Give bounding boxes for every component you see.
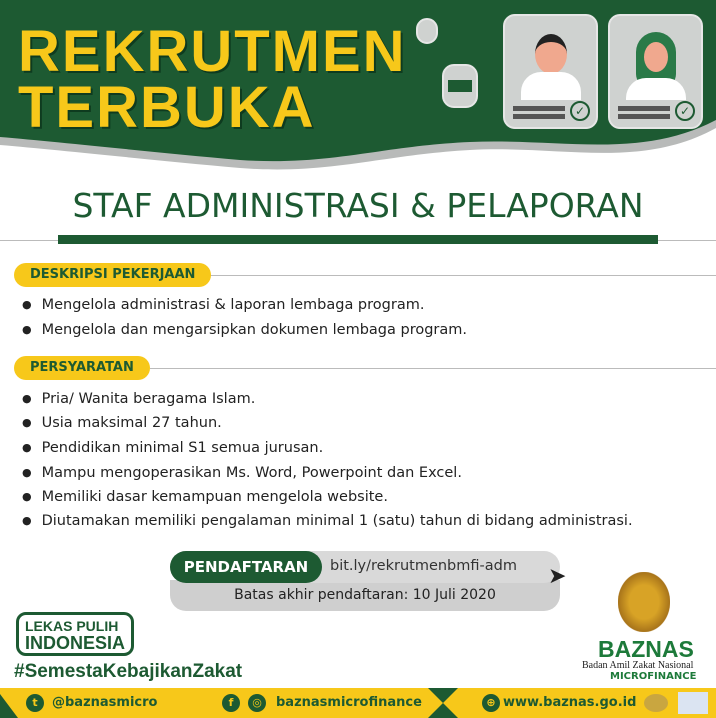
globe-icon[interactable]: ⊕ — [482, 694, 500, 712]
list-item: ● Mengelola administrasi & laporan lembaga program. — [22, 297, 424, 313]
list-item: ● Memiliki dasar kemampuan mengelola website. — [22, 489, 388, 505]
twitter-handle[interactable]: @baznasmicro — [52, 695, 158, 710]
registration-link[interactable]: bit.ly/rekrutmenbmfi-adm — [330, 558, 517, 574]
lekas-pulih-logo: LEKAS PULIH INDONESIA — [16, 612, 134, 656]
cursor-icon: ➤ — [548, 564, 567, 589]
title-line-1: REKRUTMEN — [18, 19, 407, 84]
small-id-card-icon — [442, 64, 478, 108]
section-label-requirements: PERSYARATAN — [14, 356, 150, 380]
deadline-text: Batas akhir pendaftaran: 10 Juli 2020 — [170, 580, 560, 611]
brand-division: MICROFINANCE — [610, 671, 697, 682]
registration-label: PENDAFTARAN — [170, 551, 322, 583]
female-candidate-card-icon: ✓ — [608, 14, 703, 129]
small-id-card-icon — [416, 18, 438, 44]
list-item: ● Usia maksimal 27 tahun. — [22, 415, 222, 431]
title-underline — [58, 235, 658, 244]
divider — [150, 368, 716, 369]
instagram-icon[interactable]: ◎ — [248, 694, 266, 712]
garuda-emblem-icon — [618, 572, 670, 632]
male-candidate-card-icon: ✓ — [503, 14, 598, 129]
certification-badge-icon — [644, 694, 668, 712]
job-title: STAF ADMINISTRASI & PELAPORAN — [72, 186, 644, 225]
facebook-icon[interactable]: f — [222, 694, 240, 712]
brand-subtitle: Badan Amil Zakat Nasional — [582, 660, 694, 671]
list-item: ● Pendidikan minimal S1 semua jurusan. — [22, 440, 323, 456]
twitter-icon[interactable]: t — [26, 694, 44, 712]
section-label-description: DESKRIPSI PEKERJAAN — [14, 263, 211, 287]
list-item: ● Mampu mengoperasikan Ms. Word, Powerpoint dan Excel. — [22, 465, 462, 481]
divider — [200, 275, 716, 276]
social-handle[interactable]: baznasmicrofinance — [276, 695, 422, 710]
website-link[interactable]: www.baznas.go.id — [503, 695, 637, 710]
brand-name: BAZNAS — [598, 636, 694, 662]
title-line-2: TERBUKA — [18, 75, 316, 140]
hashtag: #SemestaKebajikanZakat — [14, 661, 243, 682]
list-item: ● Diutamakan memiliki pengalaman minimal 1 (satu) tahun di bidang administrasi. — [22, 513, 633, 529]
list-item: ● Pria/ Wanita beragama Islam. — [22, 391, 255, 407]
partner-logo-icon — [678, 692, 708, 714]
footer-bar — [0, 688, 716, 718]
list-item: ● Mengelola dan mengarsipkan dokumen lembaga program. — [22, 322, 467, 338]
